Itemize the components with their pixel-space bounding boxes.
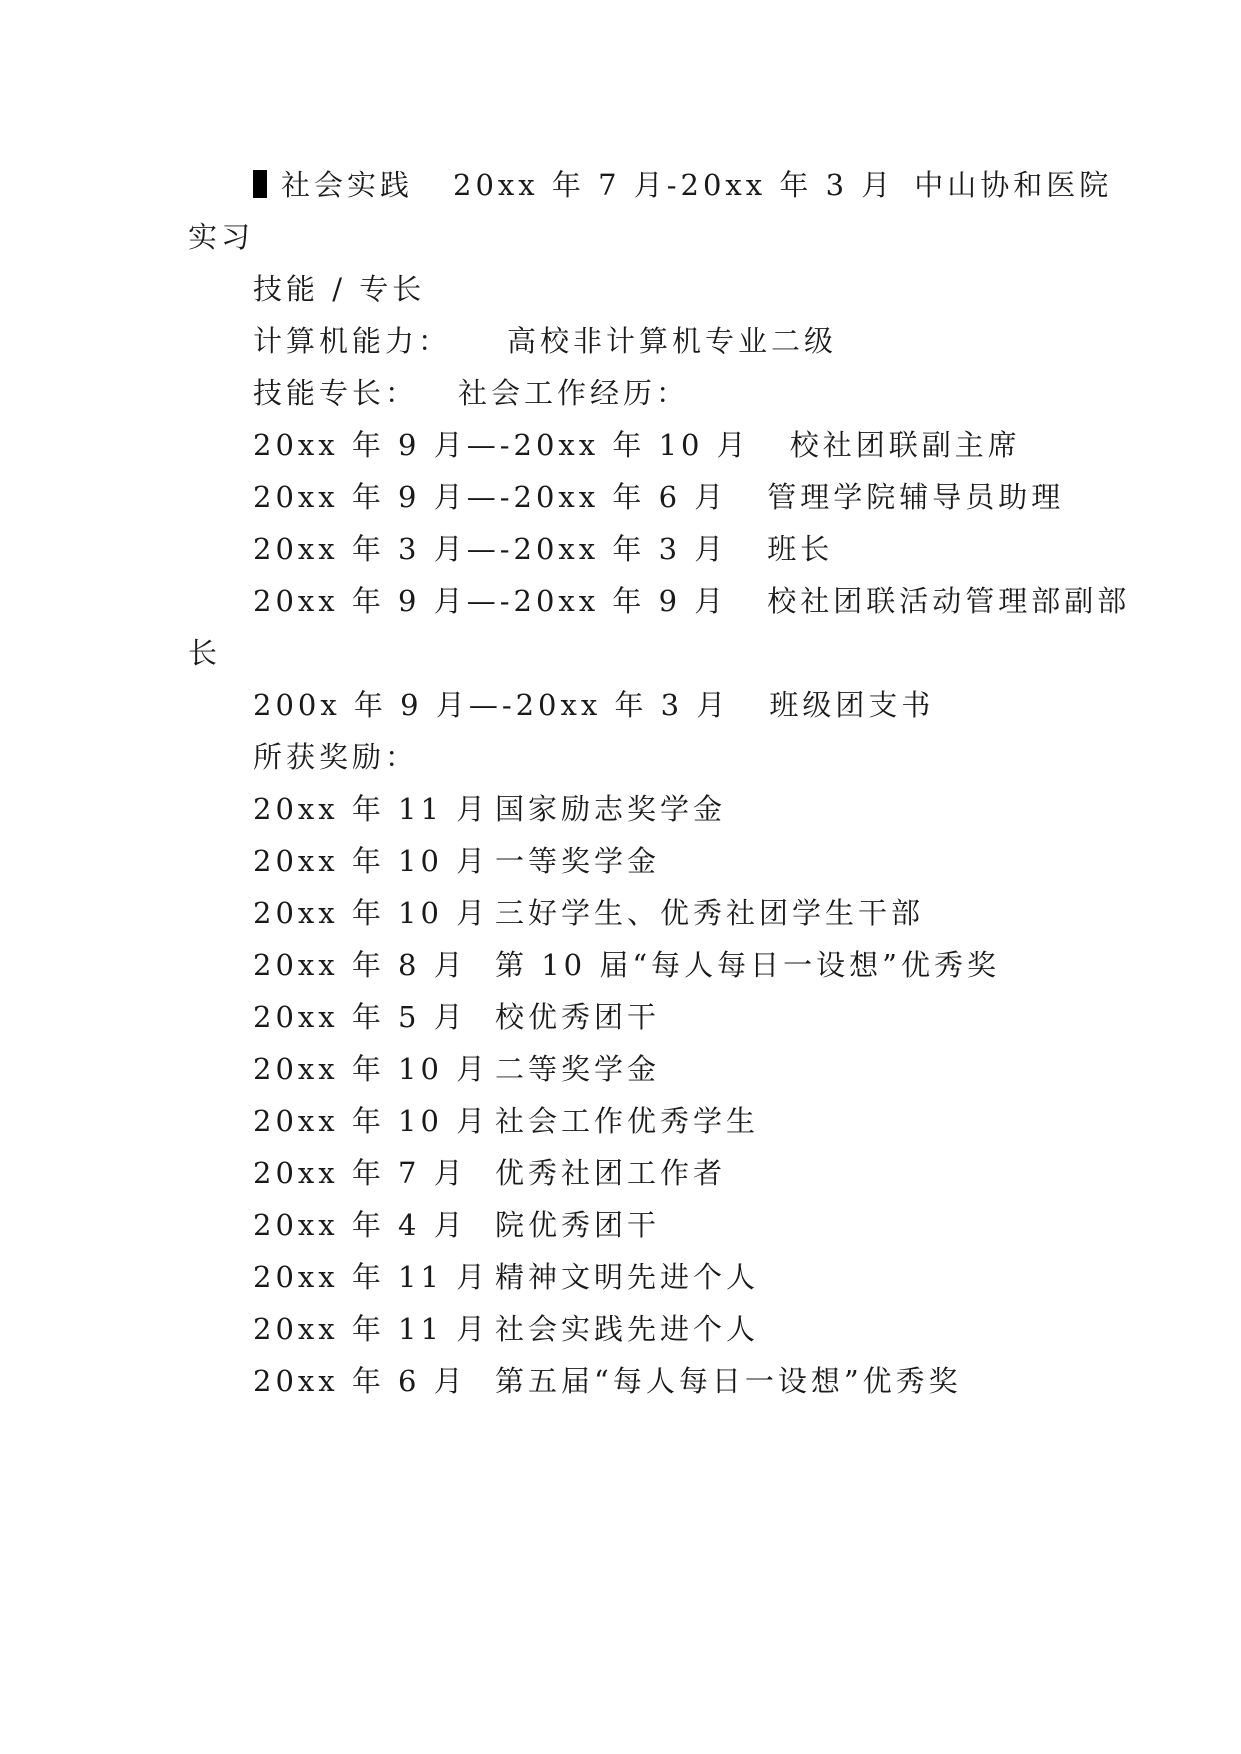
award-date: 20xx 年 11 月 <box>253 1312 490 1346</box>
work-role: 校社团联活动管理部副部 <box>767 584 1131 618</box>
award-date: 20xx 年 10 月 <box>253 896 490 930</box>
award-date: 20xx 年 10 月 <box>253 844 490 878</box>
award-name: 三好学生、优秀社团学生干部 <box>495 896 925 930</box>
award-name: 院优秀团干 <box>495 1208 661 1242</box>
bullet-square-icon <box>253 170 267 198</box>
award-date: 20xx 年 6 月 <box>253 1364 467 1398</box>
award-name: 第五届“每人每日一设想”优秀奖 <box>495 1364 962 1398</box>
award-name: 第 10 届“每人每日一设想”优秀奖 <box>495 948 1000 982</box>
work-label: 社会工作经历： <box>458 376 690 410</box>
work-period: 20xx 年 3 月—-20xx 年 3 月 <box>253 532 728 566</box>
work-period: 20xx 年 9 月—-20xx 年 10 月 <box>253 428 750 462</box>
practice-period: 20xx 年 7 月-20xx 年 3 月 <box>453 168 895 202</box>
award-item <box>253 832 660 890</box>
work-history-item <box>253 676 934 734</box>
practice-place-wrap: 实习 <box>188 220 255 254</box>
awards-label: 所获奖励： <box>253 740 419 774</box>
work-role: 班级团支书 <box>769 688 935 722</box>
award-name: 二等奖学金 <box>495 1052 661 1086</box>
work-role: 管理学院辅导员助理 <box>767 480 1065 514</box>
computer-skill-line <box>253 312 837 370</box>
award-item <box>253 1144 726 1202</box>
skill-label: 技能专长： <box>253 376 419 410</box>
work-history-item <box>253 572 1130 630</box>
practice-place: 中山协和医院 <box>914 168 1113 202</box>
work-period: 20xx 年 9 月—-20xx 年 9 月 <box>253 584 728 618</box>
award-date: 20xx 年 5 月 <box>253 1000 467 1034</box>
work-period: 20xx 年 9 月—-20xx 年 6 月 <box>253 480 728 514</box>
award-item <box>253 1196 660 1254</box>
work-role: 校社团联副主席 <box>789 428 1021 462</box>
award-item <box>253 936 1000 994</box>
award-date: 20xx 年 11 月 <box>253 1260 490 1294</box>
award-item <box>253 1300 759 1358</box>
computer-value: 高校非计算机专业二级 <box>507 324 838 358</box>
practice-line <box>253 156 1112 214</box>
computer-label: 计算机能力： <box>253 324 452 358</box>
award-date: 20xx 年 4 月 <box>253 1208 467 1242</box>
award-date: 20xx 年 10 月 <box>253 1104 490 1138</box>
award-name: 社会实践先进个人 <box>495 1312 760 1346</box>
award-item <box>253 1352 962 1410</box>
award-date: 20xx 年 11 月 <box>253 792 490 826</box>
work-history-item-wrap <box>188 624 221 682</box>
work-role: 班长 <box>767 532 834 566</box>
award-date: 20xx 年 10 月 <box>253 1052 490 1086</box>
award-date: 20xx 年 7 月 <box>253 1156 467 1190</box>
work-history-item <box>253 520 833 578</box>
skill-work-line <box>253 364 689 422</box>
award-name: 精神文明先进个人 <box>495 1260 760 1294</box>
award-item <box>253 780 726 838</box>
skills-heading: 技能 / 专长 <box>253 272 426 306</box>
work-period: 200x 年 9 月—-20xx 年 3 月 <box>253 688 730 722</box>
award-name: 一等奖学金 <box>495 844 661 878</box>
work-role-wrap: 长 <box>188 636 222 670</box>
award-item <box>253 1248 759 1306</box>
award-item <box>253 1092 759 1150</box>
award-date: 20xx 年 8 月 <box>253 948 467 982</box>
practice-line-wrap <box>188 208 254 266</box>
practice-heading: 社会实践 <box>281 168 414 202</box>
award-name: 优秀社团工作者 <box>495 1156 727 1190</box>
award-name: 社会工作优秀学生 <box>495 1104 760 1138</box>
award-item <box>253 1040 660 1098</box>
work-history-item <box>253 468 1064 526</box>
award-name: 国家励志奖学金 <box>495 792 727 826</box>
award-item <box>253 884 924 942</box>
award-item <box>253 988 660 1046</box>
award-name: 校优秀团干 <box>495 1000 661 1034</box>
work-history-item <box>253 416 1021 474</box>
